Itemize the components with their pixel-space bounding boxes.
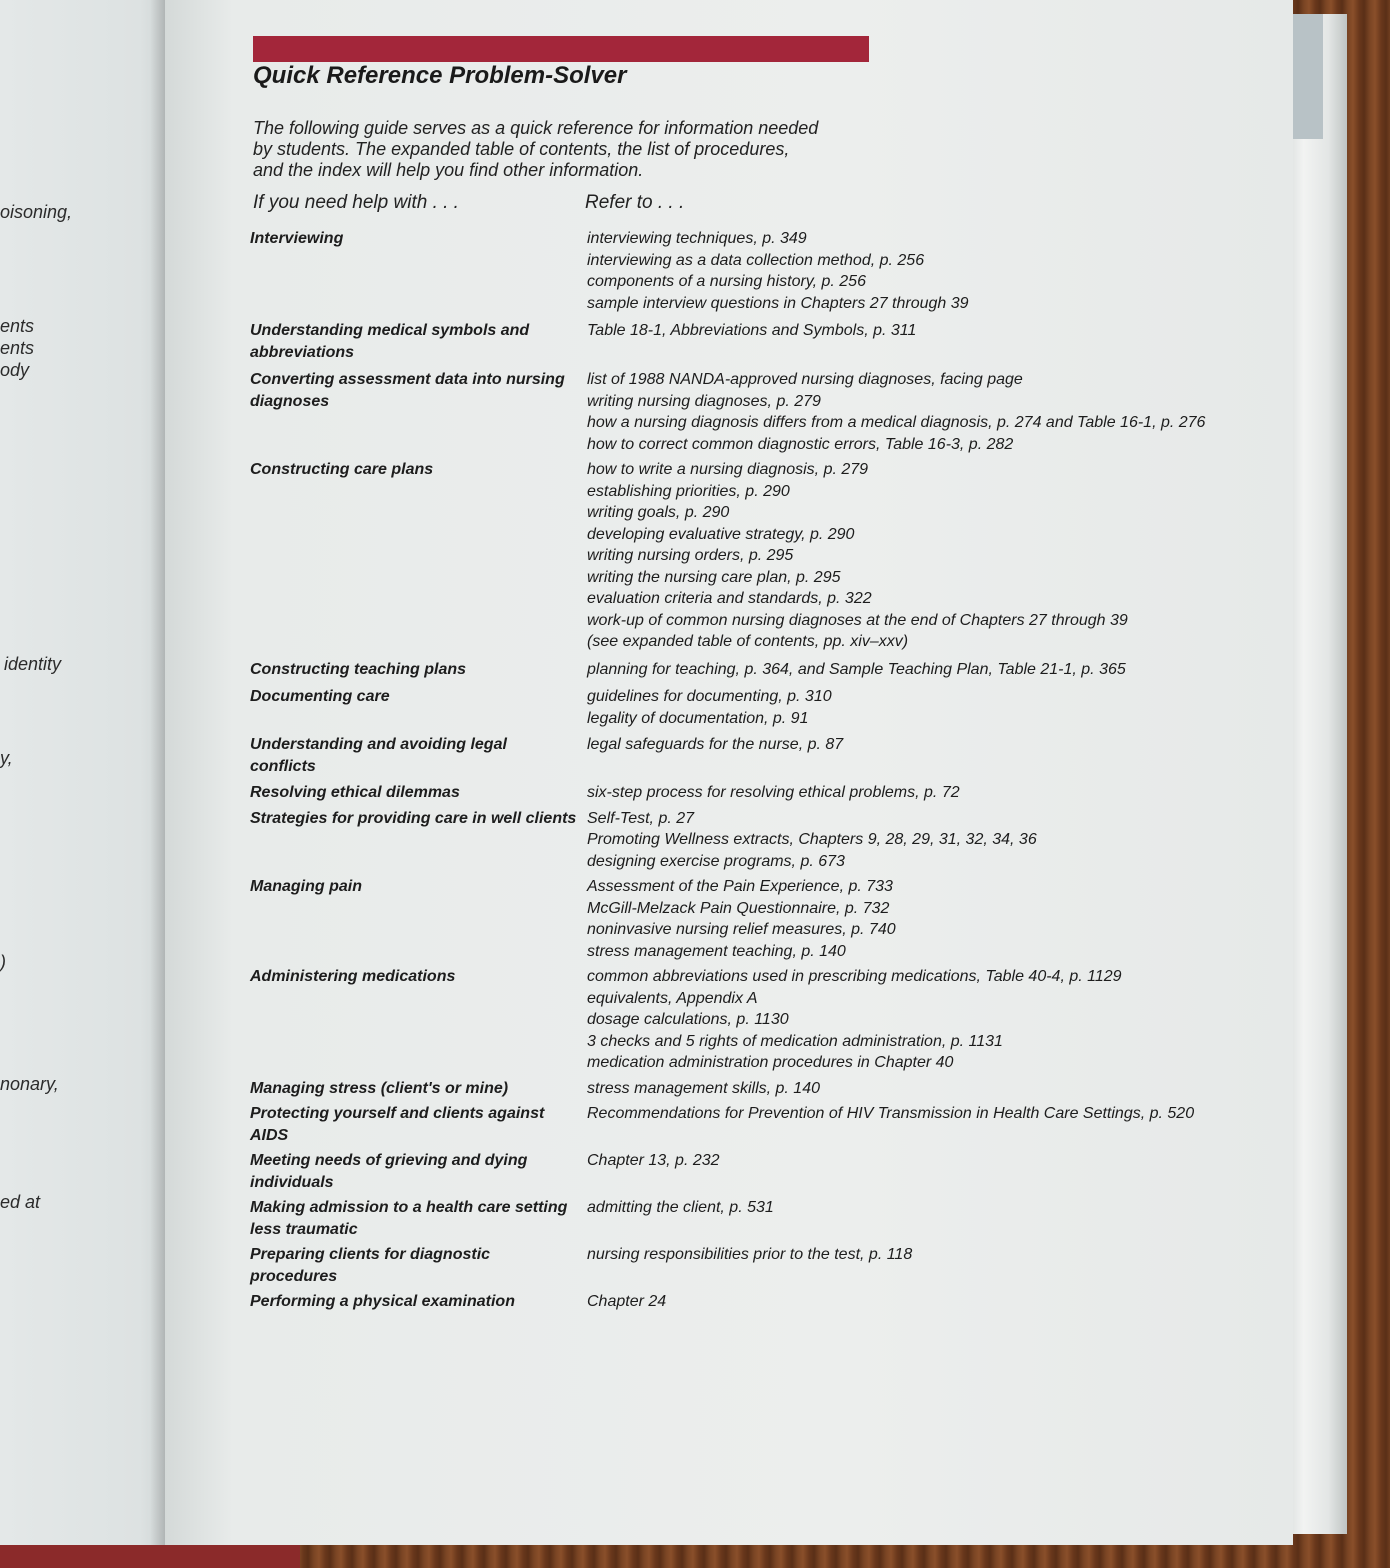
topic-label: Performing a physical examination	[250, 1293, 515, 1310]
intro-line: The following guide serves as a quick reference for information needed	[253, 118, 819, 138]
reference-list	[587, 1244, 1220, 1287]
left-page	[0, 0, 175, 1545]
reference-item: legal safeguards for the nurse, p. 87	[587, 736, 844, 753]
reference-item: components of a nursing history, p. 256	[587, 273, 866, 290]
table-row	[250, 686, 1220, 729]
reference-item: sample interview questions in Chapters 27 through 39	[587, 294, 969, 312]
reference-item: designing exercise programs, p. 673	[587, 852, 845, 870]
reference-item: Promoting Wellness extracts, Chapters 9, 28, 29, 31, 32, 34, 36	[587, 831, 1037, 848]
table-row	[250, 734, 1220, 777]
table-row	[250, 1150, 1220, 1193]
intro-line: and the index will help you find other information.	[253, 160, 644, 180]
reference-item: evaluation criteria and standards, p. 322	[587, 590, 872, 607]
reference-item: Chapter 13, p. 232	[587, 1152, 720, 1169]
table-row	[250, 966, 1220, 1074]
table-row	[250, 228, 1220, 314]
reference-list	[587, 686, 1220, 729]
column-header-refer: Refer to . . .	[585, 192, 685, 213]
reference-item: guidelines for documenting, p. 310	[587, 688, 832, 705]
topic-label: Meeting needs of grieving and dying individuals	[250, 1152, 528, 1191]
topic-label: Constructing teaching plans	[250, 660, 467, 678]
reference-list	[587, 1197, 1220, 1240]
reference-item: noninvasive nursing relief measures, p. 740	[587, 921, 896, 938]
fragment-ents-2: ents	[0, 338, 35, 358]
reference-item: Recommendations for Prevention of HIV Transmission in Health Care Settings, p. 520	[587, 1105, 1195, 1122]
reference-list	[587, 1150, 1220, 1193]
fragment-nonary: nonary,	[0, 1074, 59, 1094]
reference-item: list of 1988 NANDA-approved nursing diagnoses, facing page	[587, 371, 1023, 388]
intro-paragraph	[253, 118, 893, 181]
topic-label: Preparing clients for diagnostic procedures	[250, 1246, 491, 1285]
fragment-ody: ody	[0, 360, 30, 380]
reference-item: nursing responsibilities prior to the test, p. 118	[587, 1246, 913, 1263]
reference-item: equivalents, Appendix A	[587, 989, 758, 1007]
reference-list	[587, 782, 1220, 804]
reference-list	[587, 734, 1220, 777]
topic-label: Understanding medical symbols and abbreviations	[250, 322, 530, 361]
topic-label: Making admission to a health care setting less traumatic	[250, 1199, 568, 1238]
table-row	[250, 1197, 1220, 1240]
table-row	[250, 459, 1220, 653]
reference-list	[587, 659, 1220, 681]
table-row	[250, 1244, 1220, 1287]
reference-item: common abbreviations used in prescribing medications, Table 40-4, p. 1129	[587, 968, 1122, 985]
reference-item: (see expanded table of contents, pp. xiv–xxv)	[587, 633, 909, 650]
table-row	[250, 369, 1220, 455]
reference-list	[587, 808, 1220, 873]
reference-item: Table 18-1, Abbreviations and Symbols, p. 311	[587, 322, 917, 339]
topic-label: Strategies for providing care in well clients	[250, 809, 577, 827]
reference-item: interviewing as a data collection method, p. 256	[587, 251, 925, 269]
reference-item: writing nursing diagnoses, p. 279	[587, 392, 821, 410]
title-accent-bar	[253, 36, 869, 62]
fragment-paren: )	[0, 952, 6, 972]
table-row	[250, 320, 1220, 363]
reference-list	[587, 228, 1220, 314]
topic-label: Managing pain	[250, 878, 362, 895]
table-row	[250, 876, 1220, 962]
reference-item: writing nursing orders, p. 295	[587, 547, 794, 564]
reference-item: legality of documentation, p. 91	[587, 709, 809, 727]
fragment-y: y,	[0, 748, 13, 768]
reference-item: how a nursing diagnosis differs from a medical diagnosis, p. 274 and Table 16-1, p. 276	[587, 414, 1206, 431]
reference-table	[250, 228, 1220, 1313]
reference-item: McGill-Melzack Pain Questionnaire, p. 732	[587, 899, 890, 917]
fragment-ed-at: ed at	[0, 1192, 41, 1212]
table-row	[250, 1103, 1220, 1146]
table-row	[250, 1291, 1220, 1313]
reference-item: stress management skills, p. 140	[587, 1079, 820, 1097]
reference-list	[587, 369, 1220, 455]
reference-item: interviewing techniques, p. 349	[587, 230, 807, 247]
page-edges	[1285, 14, 1347, 1534]
reference-item: six-step process for resolving ethical problems, p. 72	[587, 784, 960, 801]
fragment-oisoning: oisoning,	[0, 202, 73, 222]
reference-item: establishing priorities, p. 290	[587, 482, 790, 500]
reference-list	[587, 320, 1220, 363]
reference-list	[587, 1291, 1220, 1313]
reference-list	[587, 1103, 1220, 1146]
topic-label: Protecting yourself and clients against AIDS	[250, 1105, 545, 1144]
reference-item: 3 checks and 5 rights of medication administration, p. 1131	[587, 1032, 1003, 1050]
reference-item: stress management teaching, p. 140	[587, 942, 846, 960]
reference-item: Self-Test, p. 27	[587, 809, 695, 827]
topic-label: Managing stress (client's or mine)	[250, 1079, 509, 1097]
reference-list	[587, 876, 1220, 962]
fragment-identity: identity	[4, 654, 62, 674]
topic-label: Resolving ethical dilemmas	[250, 784, 460, 801]
table-row	[250, 808, 1220, 873]
reference-item: how to write a nursing diagnosis, p. 279	[587, 461, 869, 478]
reference-item: writing the nursing care plan, p. 295	[587, 568, 841, 586]
reference-item: how to correct common diagnostic errors, Table 16-3, p. 282	[587, 435, 1014, 453]
topic-label: Documenting care	[250, 688, 390, 705]
reference-item: dosage calculations, p. 1130	[587, 1011, 789, 1028]
table-row	[250, 659, 1220, 681]
reference-item: Chapter 24	[587, 1293, 667, 1310]
table-row	[250, 782, 1220, 804]
reference-list	[587, 459, 1220, 653]
reference-list	[587, 966, 1220, 1074]
reference-list	[587, 1078, 1220, 1100]
topic-label: Converting assessment data into nursing diagnoses	[250, 371, 565, 410]
column-header-topic: If you need help with . . .	[253, 192, 459, 213]
reference-item: medication administration procedures in Chapter 40	[587, 1054, 954, 1071]
intro-line: by students. The expanded table of contents, the list of procedures,	[253, 139, 790, 159]
table-row	[250, 1078, 1220, 1100]
topic-label: Administering medications	[250, 968, 456, 985]
topic-label: Interviewing	[250, 230, 344, 247]
topic-label: Constructing care plans	[250, 461, 434, 478]
reference-item: Assessment of the Pain Experience, p. 733	[587, 878, 893, 895]
reference-item: planning for teaching, p. 364, and Sample Teaching Plan, Table 21-1, p. 365	[587, 660, 1126, 678]
page-tab	[1293, 14, 1323, 139]
fragment-ents-1: ents	[0, 316, 35, 336]
topic-label: Understanding and avoiding legal conflicts	[250, 736, 507, 775]
reference-item: work-up of common nursing diagnoses at the end of Chapters 27 through 39	[587, 611, 1128, 629]
page-title: Quick Reference Problem-Solver	[253, 62, 627, 89]
reference-item: developing evaluative strategy, p. 290	[587, 525, 855, 543]
reference-item: writing goals, p. 290	[587, 504, 730, 521]
reference-item: admitting the client, p. 531	[587, 1199, 774, 1216]
